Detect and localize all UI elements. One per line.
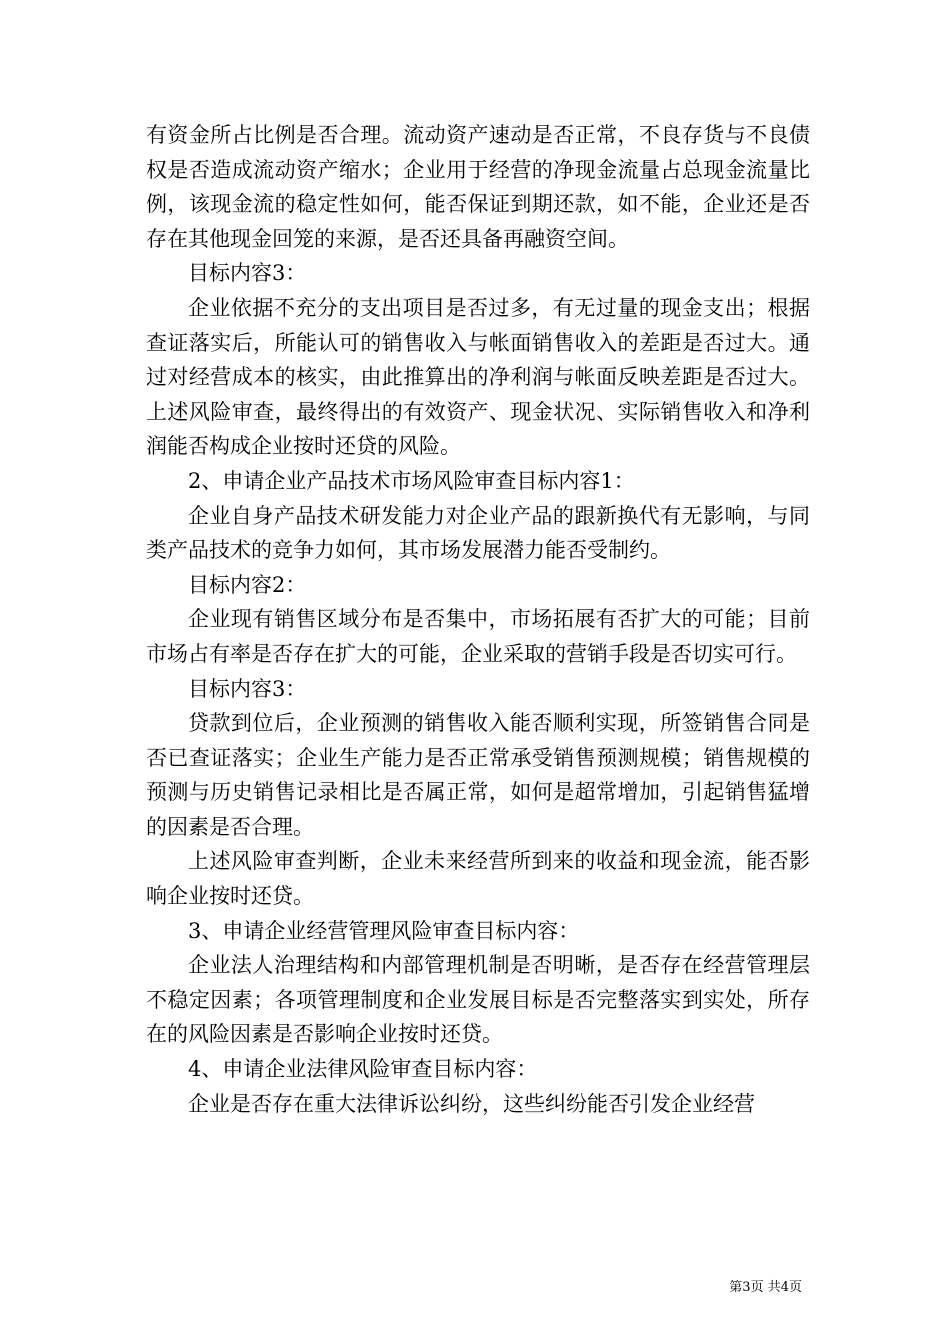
page-footer xyxy=(729,1276,802,1295)
paragraph: 企业依据不充分的支出项目是否过多，有无过量的现金支出；根据查证落实后，所能认可的销售收入与帐面销售收入的差距是否过大。通过对经营成本的核实，由此推算出的净利润与帐面反映差距是否过大。上述风险审查，最终得出的有效资产、现金状况、实际销售收入和净利润能否构成企业按时还贷的风险。 xyxy=(146,295,810,459)
paragraph: 4、申请企业法律风险审查目标内容： xyxy=(188,1057,538,1082)
paragraph: 企业自身产品技术研发能力对企业产品的跟新换代有无影响，与同类产品技术的竞争力如何，其市场发展潜力能否受制约。 xyxy=(146,503,810,563)
paragraph: 目标内容2： xyxy=(188,572,307,597)
paragraph: 贷款到位后，企业预测的销售收入能否顺利实现，所签销售合同是否已查证落实；企业生产能力是否正常承受销售预测规模；销售规模的预测与历史销售记录相比是否属正常，如何是超常增加，引起销售猛增的因素是否合理。 xyxy=(146,711,810,839)
page-number: 3 xyxy=(742,1280,751,1295)
paragraph: 2、申请企业产品技术市场风险审查目标内容1： xyxy=(188,468,635,493)
document-body xyxy=(146,118,810,1121)
paragraph: 目标内容3： xyxy=(188,676,307,701)
page-suffix: 页 xyxy=(788,1280,802,1295)
paragraph: 企业是否存在重大法律诉讼纠纷，这些纠纷能否引发企业经营 xyxy=(188,1091,755,1116)
page-mid: 页 共 xyxy=(750,1280,781,1295)
page-total: 4 xyxy=(780,1280,789,1295)
paragraph: 目标内容3： xyxy=(188,261,307,286)
paragraph: 上述风险审查判断，企业未来经营所到来的收益和现金流，能否影响企业按时还贷。 xyxy=(146,849,810,909)
paragraph: 有资金所占比例是否合理。流动资产速动是否正常，不良存货与不良债权是否造成流动资产缩水；企业用于经营的净现金流量占总现金流量比例，该现金流的稳定性如何，能否保证到期还款，如不能，企业还是否存在其他现金回笼的来源，是否还具备再融资空间。 xyxy=(146,123,810,251)
paragraph: 企业现有销售区域分布是否集中，市场拓展有否扩大的可能；目前市场占有率是否存在扩大的可能，企业采取的营销手段是否切实可行。 xyxy=(146,607,810,666)
paragraph: 企业法人治理结构和内部管理机制是否明晰，是否存在经营管理层不稳定因素；各项管理制度和企业发展目标是否完整落实到实处，所存在的风险因素是否影响企业按时还贷。 xyxy=(146,953,810,1047)
page-prefix: 第 xyxy=(729,1280,743,1295)
paragraph: 3、申请企业经营管理风险审查目标内容： xyxy=(188,918,580,943)
